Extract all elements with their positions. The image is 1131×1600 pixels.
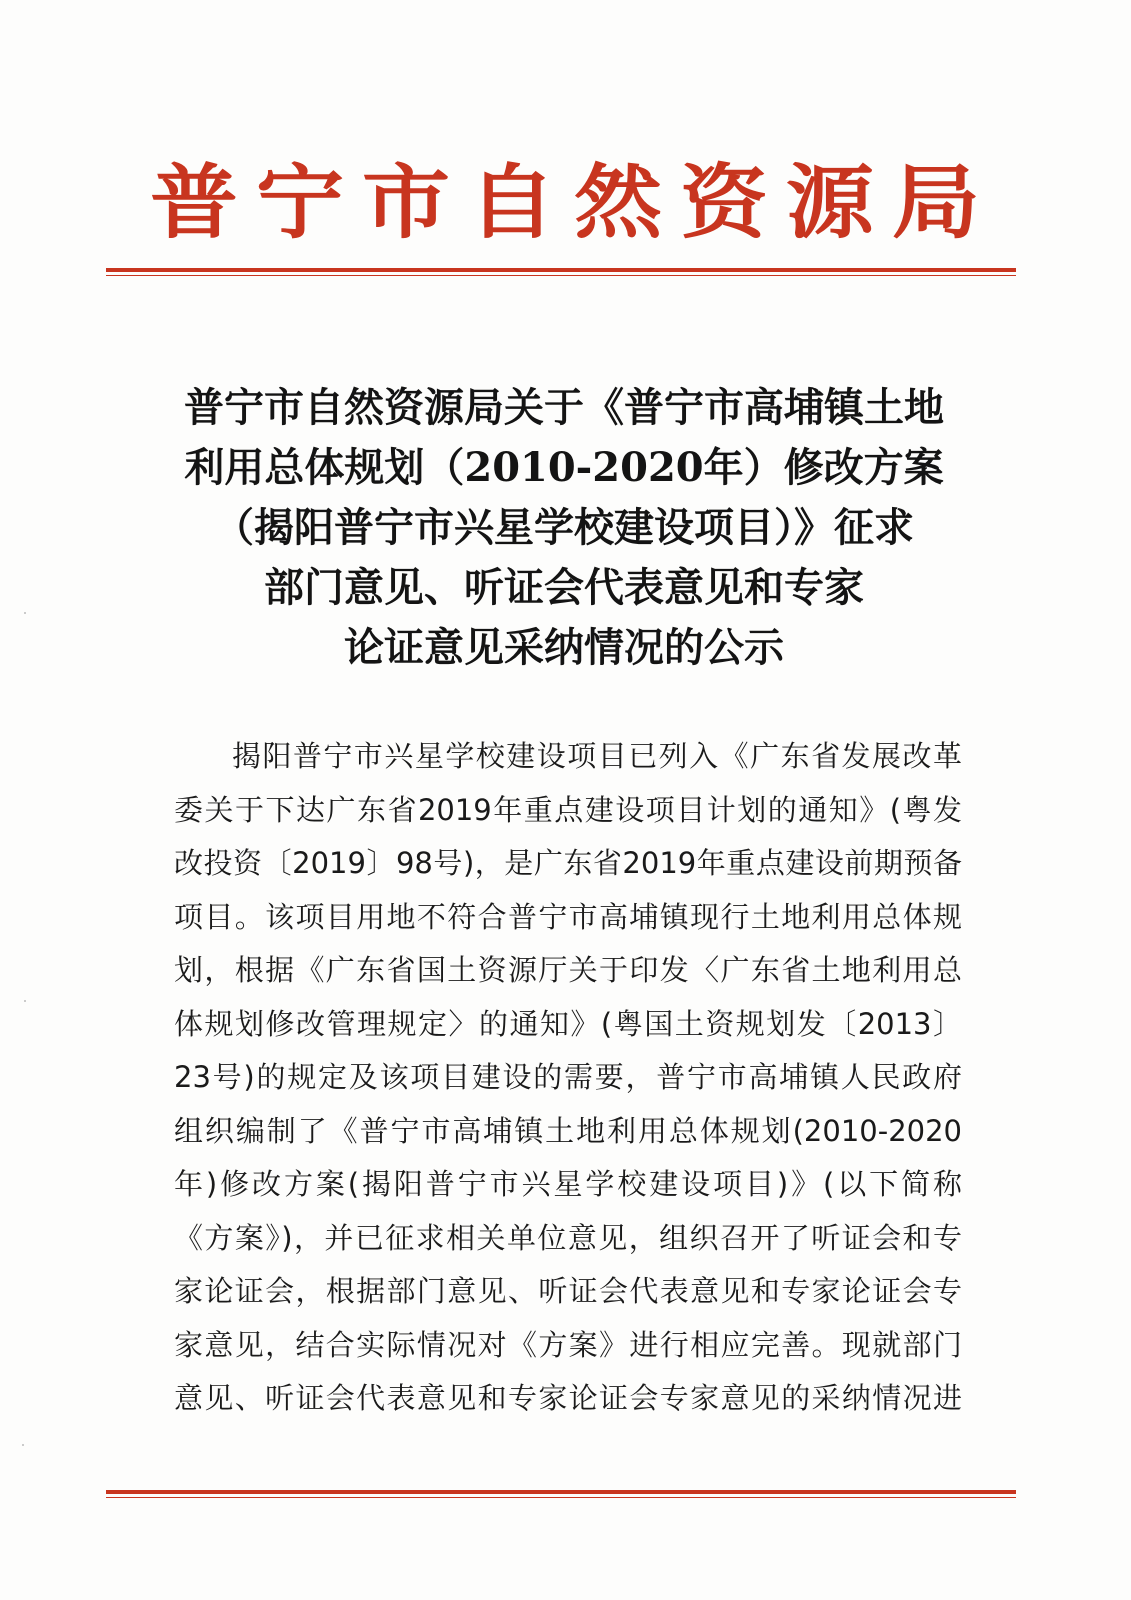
body-line: 组织编制了《普宁市高埔镇土地利用总体规划(2010-2020 — [174, 1113, 962, 1148]
title-line: （揭阳普宁市兴星学校建设项目）》征求 — [214, 504, 914, 551]
footer-divider — [106, 1490, 1016, 1498]
scan-speck — [22, 1444, 24, 1446]
body-line: 改投资〔2019〕98号)，是广东省2019年重点建设前期预备 — [174, 846, 962, 880]
scan-speck — [24, 1000, 26, 1002]
title-line: 部门意见、听证会代表意见和专家 — [264, 564, 864, 611]
body-line: 委关于下达广东省2019年重点建设项目计划的通知》(粤发 — [174, 792, 962, 827]
title-line: 普宁市自然资源局关于《普宁市高埔镇土地 — [184, 384, 944, 431]
scan-speck — [24, 612, 26, 614]
masthead-title — [150, 152, 980, 252]
masthead-char: 资 — [679, 154, 768, 250]
body-line: 意见、听证会代表意见和专家论证会专家意见的采纳情况进 — [174, 1381, 962, 1415]
masthead-char: 然 — [573, 154, 662, 250]
masthead-char: 自 — [467, 154, 556, 250]
body-line: 23号)的规定及该项目建设的需要，普宁市高埔镇人民政府 — [174, 1060, 962, 1094]
title-line: 论证意见采纳情况的公示 — [344, 624, 784, 671]
masthead-char: 普 — [150, 154, 239, 250]
masthead-char: 局 — [891, 154, 980, 250]
masthead-char: 源 — [785, 154, 874, 250]
body-line: 年)修改方案(揭阳普宁市兴星学校建设项目)》(以下简称 — [174, 1167, 962, 1201]
header-divider — [106, 268, 1016, 276]
body-line: 体规划修改管理规定〉的通知》(粤国土资规划发〔2013〕 — [174, 1006, 962, 1041]
body-line: 家意见，结合实际情况对《方案》进行相应完善。现就部门 — [174, 1327, 962, 1362]
body-line: 揭阳普宁市兴星学校建设项目已列入《广东省发展改革 — [232, 739, 962, 773]
body-paragraph — [174, 730, 962, 1426]
masthead-char: 宁 — [255, 154, 344, 250]
body-line: 划，根据《广东省国土资源厅关于印发〈广东省土地利用总 — [174, 953, 962, 987]
body-line: 项目。该项目用地不符合普宁市高埔镇现行土地利用总体规 — [174, 899, 962, 934]
masthead-char: 市 — [361, 154, 450, 250]
body-line: 《方案》)，并已征求相关单位意见，组织召开了听证会和专 — [174, 1220, 962, 1255]
title-line: 利用总体规划（2010-2020年）修改方案 — [184, 444, 944, 491]
body-line: 家论证会，根据部门意见、听证会代表意见和专家论证会专 — [174, 1274, 962, 1308]
notice-title — [160, 378, 968, 678]
